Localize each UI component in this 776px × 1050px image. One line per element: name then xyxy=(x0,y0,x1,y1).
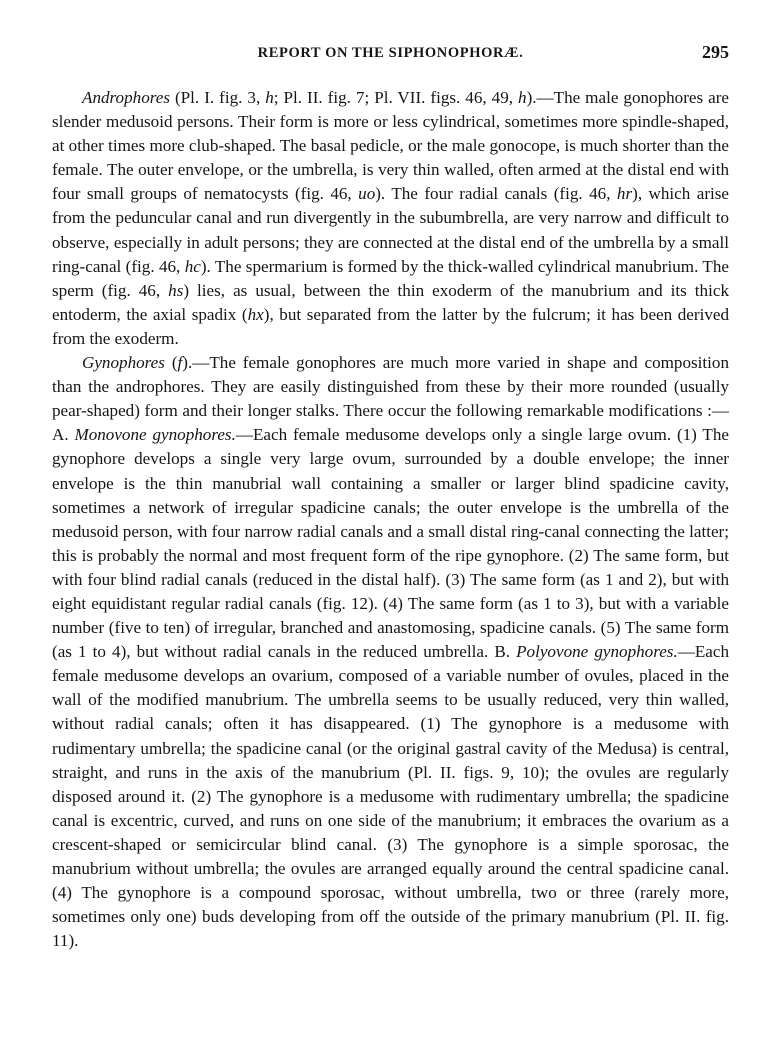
figure-label: h xyxy=(265,88,274,107)
page-number: 295 xyxy=(702,42,729,62)
text-segment: ). The spermarium is formed by the thick-walled cylindrical manubrium. The sperm (fig. 46, xyxy=(52,256,729,300)
figure-label: hx xyxy=(247,304,264,324)
text-segment: ; Pl. II. fig. 7; Pl. VII. figs. 46, 49, xyxy=(273,88,519,107)
subsection-term-monovone: Monovone gynophores. xyxy=(74,425,236,445)
running-title: REPORT ON THE SIPHONOPHORÆ. xyxy=(257,45,524,61)
text-segment: ). The four radial canals (fig. 46, xyxy=(375,184,617,204)
text-segment: ( xyxy=(164,353,178,373)
figure-label: hs xyxy=(168,280,184,300)
text-segment: ), which arise from the peduncular canal and run divergently in the subumbrella, are very narrow and difficult to observe, especially in adult persons; they are connected at the distal end of the umbrella by a small ring-canal (fig. 46, xyxy=(52,184,729,276)
paragraph-gynophores xyxy=(52,351,729,953)
body-text xyxy=(52,86,729,953)
lead-term-gynophores: Gynophores xyxy=(82,353,165,373)
text-segment: ).—The male gonophores are slender medusoid persons. Their form is more or less cylindrical, sometimes more spindle-shaped, at other times more club-shaped. The basal pedicle, or the male gonocope, is much shorter than the female. The outer envelope, or the umbrella, is very thin walled, often armed at the distal end with four small groups of nematocysts (fig. 46, xyxy=(52,88,730,204)
figure-label: hr xyxy=(616,184,633,204)
figure-label: h xyxy=(518,88,527,107)
text-segment: —Each female medusome develops only a single large ovum. (1) The gynophore develops a single very large ovum, surrounded by a double envelope; the inner envelope is the thin manubrial wall containing a smaller or larger blind spadicine cavity, sometimes a network of irregular spadicine canals; the outer envelope is the umbrella of the medusoid person, with four narrow radial canals and a small distal ring-canal connecting the latter; this is probably the normal and most frequent form of the ripe gynophore. (2) The same form, but with four blind radial canals (reduced in the distal half). (3) The same form (as 1 and 2), but with eight equidistant regular radial canals (fig. 12). (4) The same form (as 1 to 3), but with a variable number (five to ten) of irregular, branched and anastomosing, spadicine canals. (5) The same form (as 1 to 4), but without radial canals in the reduced umbrella. B. xyxy=(52,425,729,662)
text-segment: (Pl. I. fig. 3, xyxy=(170,88,266,107)
figure-label: f xyxy=(177,353,183,373)
text-segment: —Each female medusome develops an ovarium, composed of a variable number of ovules, placed in the wall of the modified manubrium. The umbrella seems to be usually reduced, very thin walled, without radial canals; often it has disappeared. (1) The gynophore is a medusome with rudimentary umbrella; the spadicine canal (or the original gastral cavity of the Medusa) is central, straight, and runs in the axis of the manubrium (Pl. II. figs. 9, 10); the ovules are regularly disposed around it. (2) The gynophore is a medusome with rudimentary umbrella; the spadicine canal is excentric, curved, and runs on one side of the manubrium; it embraces the ovarium as a crescent-shaped or semicircular blind canal. (3) The gynophore is a simple sporosac, the manubrium without umbrella; the ovules are arranged equally around the central spadicine canal. (4) The gynophore is a compound sporosac, without umbrella, two or three (rarely more, sometimes only one) buds developing from off the outside of the primary manubrium (Pl. II. fig. 11). xyxy=(52,642,730,951)
figure-label: uo xyxy=(358,184,376,204)
text-segment: ), but separated from the latter by the fulcrum; it has been derived from the exoderm. xyxy=(52,304,730,348)
lead-term-androphores: Androphores xyxy=(82,88,170,107)
text-segment: ).—The female gonophores are much more varied in shape and composition than the androphores. They are easily distinguished from these by their more rounded (usually pear-shaped) form and their longer stalks. There occur the following remarkable modifications :—A. xyxy=(52,353,730,445)
text-segment: ) lies, as usual, between the thin exoderm of the manubrium and its thick entoderm, the axial spadix ( xyxy=(52,280,729,324)
paragraph-androphores xyxy=(52,86,729,351)
subsection-term-polyovone: Polyovone gynophores. xyxy=(516,642,678,662)
running-head xyxy=(52,42,729,66)
figure-label: hc xyxy=(184,256,201,276)
